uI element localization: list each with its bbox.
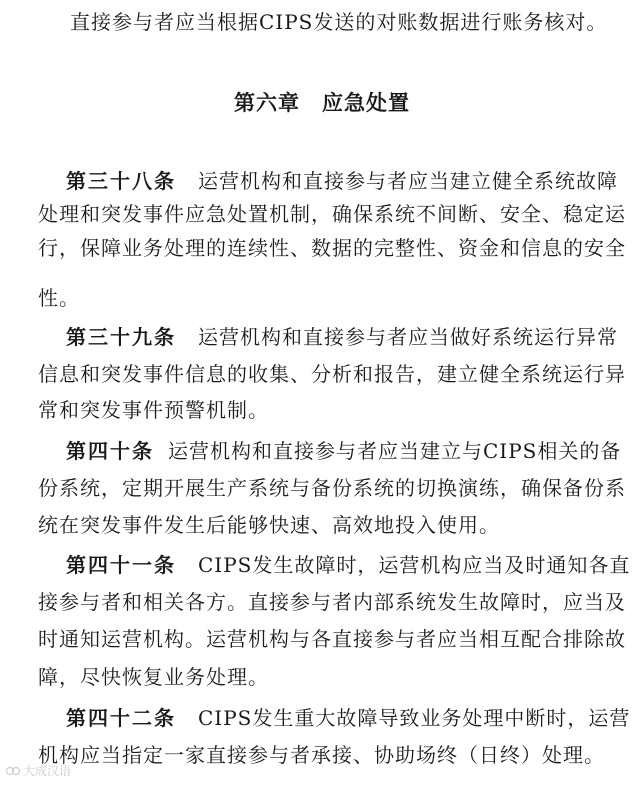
article-42-head: 第四十二条: [66, 706, 176, 730]
article-38-line-4: 性。: [38, 286, 80, 310]
chapter-title: 应急处置: [322, 91, 410, 115]
article-39-text-1: 运营机构和直接参与者应当做好系统运行异常: [198, 325, 618, 349]
article-38-text-1: 运营机构和直接参与者应当建立健全系统故障: [198, 169, 618, 193]
article-40-line-2: 份系统，定期开展生产系统与备份系统的切换演练，确保备份系: [38, 476, 626, 500]
chapter-heading: [0, 88, 644, 118]
article-41-line-1: [66, 551, 631, 579]
article-41-line-4: 障，尽快恢复业务处理。: [38, 665, 269, 689]
chapter-number: 第六章: [234, 91, 300, 115]
article-39-line-1: [66, 323, 626, 351]
article-40-line-3: 统在突发事件发生后能够快速、高效地投入使用。: [38, 513, 500, 537]
article-38-line-2: 处理和突发事件应急处置机制，确保系统不间断、安全、稳定运: [38, 202, 626, 226]
article-38-line-3: 行，保障业务处理的连续性、数据的完整性、资金和信息的安全: [38, 236, 626, 260]
article-41-text-1: CIPS发生故障时，运营机构应当及时通知各直: [198, 553, 631, 577]
article-38-head: 第三十八条: [66, 169, 176, 193]
article-42-line-2: 机构应当指定一家直接参与者承接、协助场终（日终）处理。: [38, 743, 605, 767]
article-39-line-2: 信息和突发事件信息的收集、分析和报告，建立健全系统运行异: [38, 362, 626, 386]
watermark-text: 大成汉语: [23, 764, 72, 778]
article-42-text-1: CIPS发生重大故障导致业务处理中断时，运营: [198, 706, 631, 730]
article-41-line-3: 时通知运营机构。运营机构与各直接参与者应当相互配合排除故: [38, 627, 626, 651]
article-41-head: 第四十一条: [66, 553, 176, 577]
article-40-text-1: 运营机构和直接参与者应当建立与CIPS相关的备: [168, 439, 622, 463]
article-39-line-3: 常和突发事件预警机制。: [38, 398, 269, 422]
intro-line: 直接参与者应当根据CIPS发送的对账数据进行账务核对。: [70, 10, 608, 34]
article-40-line-1: [66, 437, 626, 465]
article-39-head: 第三十九条: [66, 325, 176, 349]
watermark: [6, 763, 71, 779]
article-38-line-1: [66, 167, 626, 195]
article-42-line-1: [66, 704, 631, 732]
article-40-head: 第四十条: [66, 439, 154, 463]
watermark-logo-icon: [6, 765, 20, 777]
article-41-line-2: 接参与者和相关各方。直接参与者内部系统发生故障时，应当及: [38, 590, 626, 614]
